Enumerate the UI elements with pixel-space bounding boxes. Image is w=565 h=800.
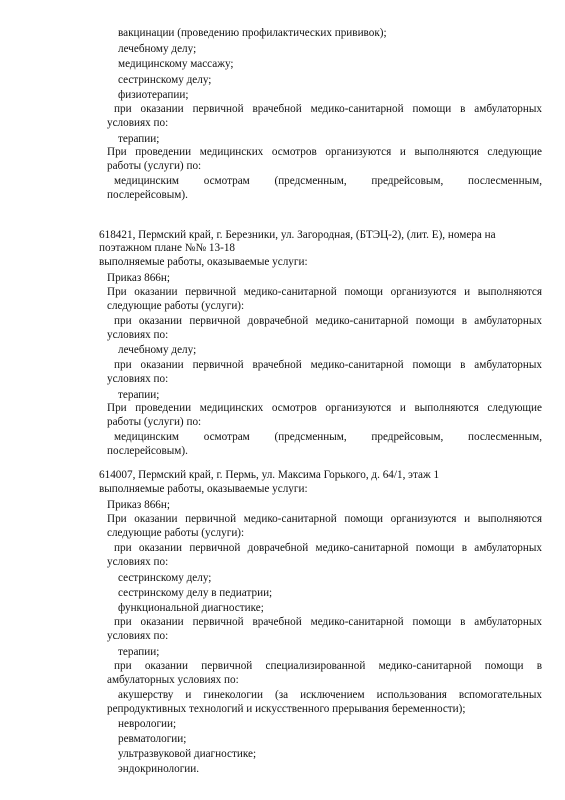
list-item: ультразвуковой диагностике; (118, 748, 257, 760)
section-header: выполняемые работы, оказываемые услуги: (99, 483, 308, 495)
paragraph-line: при оказании первичной врачебной медико-санитарной помощи в амбулаторных (114, 616, 542, 628)
list-item: лечебному делу; (118, 344, 197, 356)
list-item: эндокринологии. (118, 763, 200, 775)
list-item: неврологии; (118, 718, 177, 730)
paragraph-line: условиях по: (107, 117, 169, 129)
paragraph-line: следующие работы (услуги): (107, 527, 245, 539)
order-line: Приказ 866н; (107, 272, 170, 284)
paragraph-line: условиях по: (107, 329, 169, 341)
list-item: вакцинации (проведению профилактических прививок); (118, 27, 387, 39)
list-item: сестринскому делу; (118, 74, 212, 86)
paragraph-line: амбулаторных условиях по: (107, 674, 239, 686)
paragraph-line: медицинским осмотрам (предсменным, предрейсовым, послесменным, (114, 431, 542, 443)
address-line: 618421, Пермский край, г. Березники, ул. Загородная, (БТЭЦ-2), (лит. Е), номера на (99, 229, 496, 241)
paragraph-line: следующие работы (услуги): (107, 300, 245, 312)
list-item: ревматологии; (118, 733, 187, 745)
address-line: 614007, Пермский край, г. Пермь, ул. Максима Горького, д. 64/1, этаж 1 (99, 469, 440, 481)
list-item: сестринскому делу в педиатрии; (118, 587, 273, 599)
paragraph-line: При проведении медицинских осмотров организуются и выполняются следующие (107, 402, 542, 414)
paragraph-line: медицинским осмотрам (предсменным, предрейсовым, послесменным, (114, 175, 542, 187)
paragraph-line: При оказании первичной медико-санитарной помощи организуются и выполняются (107, 286, 542, 298)
list-item: терапии; (118, 389, 160, 401)
paragraph-line: послерейсовым). (107, 445, 188, 457)
paragraph-line: При проведении медицинских осмотров организуются и выполняются следующие (107, 146, 542, 158)
list-item: лечебному делу; (118, 43, 197, 55)
paragraph-line: при оказании первичной врачебной медико-санитарной помощи в амбулаторных (114, 359, 542, 371)
paragraph-line: при оказании первичной врачебной медико-санитарной помощи в амбулаторных (114, 103, 542, 115)
paragraph-line: условиях по: (107, 556, 169, 568)
paragraph-line: При оказании первичной медико-санитарной помощи организуются и выполняются (107, 513, 542, 525)
paragraph-line: условиях по: (107, 373, 169, 385)
list-item: терапии; (118, 133, 160, 145)
paragraph-line: работы (услуги) по: (107, 416, 202, 428)
paragraph-line: работы (услуги) по: (107, 160, 202, 172)
list-item: терапии; (118, 646, 160, 658)
paragraph-line: при оказании первичной специализированной медико-санитарной помощи в (114, 660, 542, 672)
paragraph-line: при оказании первичной доврачебной медико-санитарной помощи в амбулаторных (114, 315, 542, 327)
list-item: сестринскому делу; (118, 572, 212, 584)
paragraph-line: послерейсовым). (107, 189, 188, 201)
paragraph-line: условиях по: (107, 630, 169, 642)
order-line: Приказ 866н; (107, 499, 170, 511)
paragraph-line: репродуктивных технологий и искусственного прерывания беременности); (107, 703, 466, 715)
address-line: поэтажном плане №№ 13-18 (99, 242, 236, 254)
section-header: выполняемые работы, оказываемые услуги: (99, 256, 308, 268)
list-item: медицинскому массажу; (118, 58, 234, 70)
paragraph-line: при оказании первичной доврачебной медико-санитарной помощи в амбулаторных (114, 542, 542, 554)
list-item: функциональной диагностике; (118, 602, 264, 614)
list-item: физиотерапии; (118, 89, 189, 101)
paragraph-line: акушерству и гинекологии (за исключением использования вспомогательных (118, 689, 542, 701)
